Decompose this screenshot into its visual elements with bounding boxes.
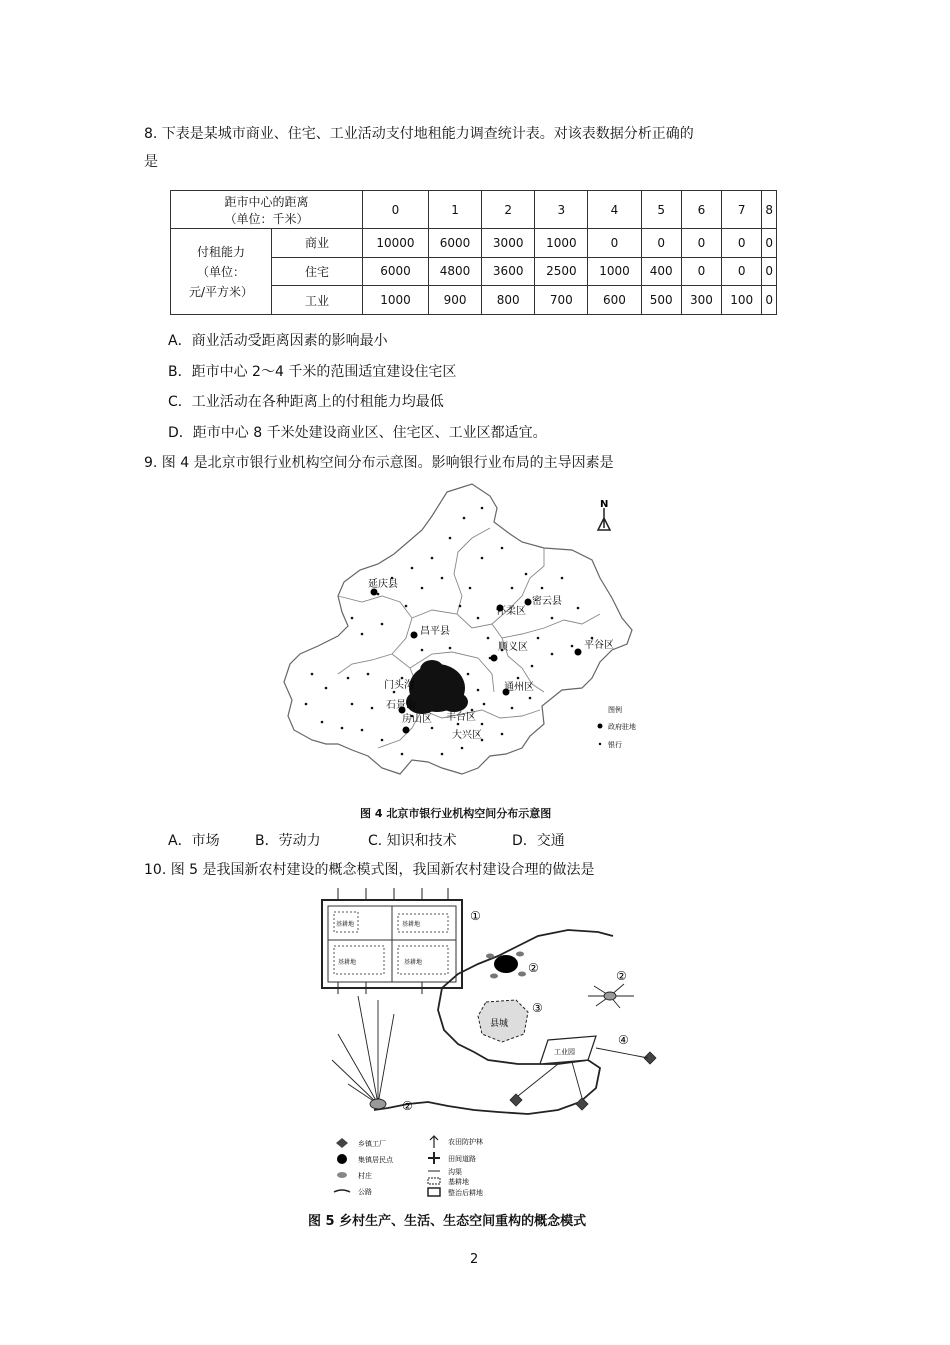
field-road-legend-icon bbox=[428, 1152, 440, 1164]
table-cell: 500 bbox=[641, 286, 681, 315]
q9-option-c: C. 知识和技术 bbox=[368, 833, 457, 849]
town-legend-icon bbox=[337, 1154, 347, 1164]
q9-option-d: D．交通 bbox=[512, 833, 565, 849]
place-label: 怀柔区 bbox=[496, 606, 526, 617]
gov-seat-markers bbox=[371, 589, 582, 734]
table-cell: 1000 bbox=[362, 286, 428, 315]
distance-cell: 0 bbox=[362, 191, 428, 229]
legend-title: 图例 bbox=[608, 706, 622, 714]
header-distance-unit: （单位：千米） bbox=[224, 211, 309, 226]
town-settlement-icon bbox=[494, 955, 518, 973]
table-cell: 10000 bbox=[362, 229, 428, 258]
place-label: 密云县 bbox=[532, 596, 562, 607]
q8-option-a: A．商业活动受距离因素的影响最小 bbox=[168, 333, 388, 349]
place-label: 顺义区 bbox=[498, 642, 528, 653]
industrial-park-label: 工业园 bbox=[554, 1048, 575, 1056]
distance-cell: 4 bbox=[588, 191, 641, 229]
bank-legend-icon bbox=[599, 743, 601, 745]
legend-gov: 政府驻地 bbox=[608, 723, 636, 731]
legend-item: 整治后耕地 bbox=[448, 1189, 483, 1197]
table-cell: 0 bbox=[722, 229, 762, 258]
table-cell: 6000 bbox=[362, 257, 428, 286]
table-cell: 0 bbox=[722, 257, 762, 286]
distance-cell: 6 bbox=[681, 191, 721, 229]
legend-item: 乡镇工厂 bbox=[358, 1140, 386, 1148]
marker-4: ④ bbox=[618, 1033, 629, 1047]
rent-ability-unit-1: （单位： bbox=[196, 264, 245, 279]
rent-ability-unit-2: 元/平方米） bbox=[188, 284, 254, 299]
table-cell: 600 bbox=[588, 286, 641, 315]
distance-cell: 5 bbox=[641, 191, 681, 229]
row-name-residence: 住宅 bbox=[272, 257, 363, 286]
table-cell: 800 bbox=[482, 286, 535, 315]
distance-cell: 1 bbox=[428, 191, 481, 229]
factory-legend-icon bbox=[336, 1138, 348, 1148]
table-cell: 3600 bbox=[482, 257, 535, 286]
place-label: 通州区 bbox=[504, 682, 534, 693]
q8-stem-line2: 是 bbox=[144, 154, 158, 170]
north-arrow-icon bbox=[598, 508, 610, 530]
q9-stem: 9. 图 4 是北京市银行业机构空间分布示意图。影响银行业布局的主导因素是 bbox=[144, 455, 614, 471]
rural-reconstruction-diagram bbox=[318, 884, 658, 1204]
north-label: N bbox=[600, 499, 609, 510]
field-label: 基耕地 bbox=[336, 921, 355, 928]
marker-3: ③ bbox=[532, 1001, 543, 1015]
field-label: 基耕地 bbox=[404, 959, 423, 966]
legend-item: 基耕地 bbox=[448, 1178, 469, 1186]
distance-cell: 7 bbox=[722, 191, 762, 229]
figure-5-caption: 图 5 乡村生产、生活、生态空间重构的概念模式 bbox=[308, 1214, 587, 1229]
q8-option-d: D．距市中心 8 千米处建设商业区、住宅区、工业区都适宜。 bbox=[168, 425, 547, 441]
header-distance-cell bbox=[171, 191, 363, 229]
legend-bank: 银行 bbox=[608, 741, 622, 749]
row-name-industry: 工业 bbox=[272, 286, 363, 315]
table-cell: 6000 bbox=[428, 229, 481, 258]
q8-option-b: B．距市中心 2～4 千米的范围适宜建设住宅区 bbox=[168, 364, 457, 380]
header-distance-label: 距市中心的距离 bbox=[224, 194, 309, 209]
q9-option-b: B．劳动力 bbox=[255, 833, 321, 849]
table-cell: 400 bbox=[641, 257, 681, 286]
table-cell: 900 bbox=[428, 286, 481, 315]
field-label: 基耕地 bbox=[338, 959, 357, 966]
q8-stem-line1: 8. 下表是某城市商业、住宅、工业活动支付地租能力调查统计表。对该表数据分析正确的 bbox=[144, 126, 694, 142]
table-cell: 0 bbox=[762, 257, 777, 286]
place-label: 大兴区 bbox=[452, 730, 482, 741]
place-label: 石景山 bbox=[386, 700, 416, 711]
table-cell: 2500 bbox=[535, 257, 588, 286]
legend-item: 村庄 bbox=[358, 1172, 372, 1180]
table-cell: 700 bbox=[535, 286, 588, 315]
place-label: 平谷区 bbox=[584, 640, 614, 651]
place-label: 门头沟 bbox=[384, 680, 414, 691]
rent-ability-label: 付租能力 bbox=[196, 244, 245, 259]
village-legend-icon bbox=[337, 1172, 347, 1178]
q10-stem: 10. 图 5 是我国新农村建设的概念模式图，我国新农村建设合理的做法是 bbox=[144, 862, 595, 878]
legend-item: 田间道路 bbox=[448, 1155, 476, 1163]
place-label: 房山区 bbox=[402, 714, 432, 725]
table-cell: 0 bbox=[762, 286, 777, 315]
field-label: 基耕地 bbox=[402, 921, 421, 928]
marker-2: ② bbox=[528, 961, 539, 975]
marker-1: ① bbox=[470, 909, 481, 923]
table-cell: 4800 bbox=[428, 257, 481, 286]
table-cell: 300 bbox=[681, 286, 721, 315]
table-cell: 3000 bbox=[482, 229, 535, 258]
legend-item: 公路 bbox=[358, 1188, 372, 1196]
q8-option-c: C．工业活动在各种距离上的付租能力均最低 bbox=[168, 394, 444, 410]
table-cell: 0 bbox=[681, 257, 721, 286]
place-label: 丰台区 bbox=[446, 712, 476, 723]
table-cell: 0 bbox=[588, 229, 641, 258]
table-cell: 0 bbox=[641, 229, 681, 258]
legend-item: 沟渠 bbox=[448, 1168, 462, 1176]
marker-2: ② bbox=[402, 1099, 413, 1113]
row-name-commerce: 商业 bbox=[272, 229, 363, 258]
legend-item: 农田防护林 bbox=[448, 1138, 483, 1146]
table-cell: 0 bbox=[681, 229, 721, 258]
table-cell: 1000 bbox=[588, 257, 641, 286]
place-label: 延庆县 bbox=[368, 579, 398, 590]
figure-4-caption: 图 4 北京市银行业机构空间分布示意图 bbox=[360, 807, 552, 820]
legend-item: 集镇居民点 bbox=[358, 1156, 393, 1164]
county-town-label: 县城 bbox=[490, 1019, 509, 1029]
renovated-farmland-legend-icon bbox=[428, 1188, 440, 1196]
marker-2: ② bbox=[616, 969, 627, 983]
beijing-bank-map bbox=[282, 478, 657, 778]
table-cell: 100 bbox=[722, 286, 762, 315]
shelterbelt-legend-icon bbox=[430, 1136, 438, 1148]
rent-table bbox=[170, 190, 777, 315]
table-cell: 0 bbox=[762, 229, 777, 258]
gov-seat-legend-icon bbox=[598, 724, 603, 729]
village-cluster-left bbox=[332, 996, 394, 1109]
page-number: 2 bbox=[470, 1252, 479, 1267]
q9-option-a: A．市场 bbox=[168, 833, 220, 849]
table-cell: 1000 bbox=[535, 229, 588, 258]
diagram-legend bbox=[334, 1136, 483, 1197]
farmland-legend-icon bbox=[428, 1178, 440, 1184]
place-label: 昌平县 bbox=[420, 626, 450, 637]
distance-cell: 8 bbox=[762, 191, 777, 229]
village-cluster-right bbox=[588, 984, 634, 1008]
farmland-grid bbox=[322, 900, 462, 988]
shelterbelt-arrows bbox=[338, 888, 448, 994]
distance-cell: 2 bbox=[482, 191, 535, 229]
rent-ability-label-cell bbox=[171, 229, 272, 315]
distance-cell: 3 bbox=[535, 191, 588, 229]
road-legend-icon bbox=[334, 1190, 350, 1192]
